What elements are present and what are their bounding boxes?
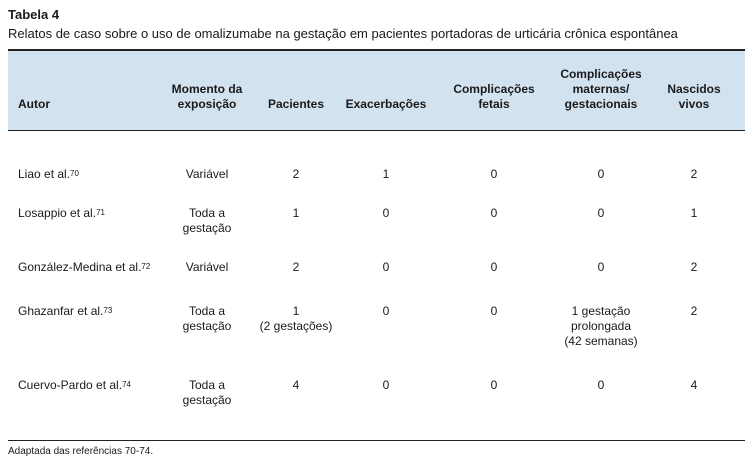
table-caption: Relatos de caso sobre o uso de omalizumabe na gestação em pacientes portadoras de urticária crônica espontânea	[8, 26, 678, 41]
column-header-line: vivos	[678, 97, 710, 111]
table-cell-complicacoes-fetais: 0	[490, 260, 498, 274]
table-row-author	[18, 167, 79, 182]
cell-line: 0	[597, 260, 605, 274]
author-name: González-Medina et al.	[18, 260, 142, 274]
cell-line: gestação	[182, 221, 232, 235]
column-header-line: exposição	[177, 97, 237, 111]
column-header-pacientes	[268, 97, 324, 112]
table-cell-complicacoes-maternas	[564, 304, 637, 349]
cell-line: Toda a	[188, 304, 226, 318]
table-cell-exacerbacoes: 0	[382, 304, 390, 318]
table-cell-complicacoes-maternas	[598, 378, 605, 393]
reference-superscript: 74	[122, 380, 131, 389]
table-cell-pacientes	[293, 167, 300, 182]
column-header-momento	[172, 82, 243, 112]
table-cell-nascidos-vivos: 1	[690, 206, 698, 220]
table-row-author	[18, 260, 150, 275]
header-rule	[8, 130, 745, 131]
column-header-line: Nascidos	[667, 82, 721, 96]
cell-line: 0	[597, 378, 605, 392]
author-name: Cuervo-Pardo et al.	[18, 378, 123, 392]
table-cell-exacerbacoes: 0	[382, 378, 390, 392]
table-cell-pacientes	[260, 304, 333, 334]
author-name: Losappio et al.	[18, 206, 97, 220]
table-row-author	[18, 304, 112, 319]
cell-line: 0	[597, 167, 605, 181]
cell-line: 0	[597, 206, 605, 220]
column-header-exacerbacoes	[346, 97, 427, 112]
cell-line: 2	[292, 260, 300, 274]
table-cell-momento	[186, 167, 228, 182]
column-header-line: Momento da	[171, 82, 243, 96]
column-header-line: Exacerbações	[345, 97, 427, 111]
reference-superscript: 73	[103, 306, 113, 315]
author-name: Liao et al.	[18, 167, 71, 181]
table-cell-exacerbacoes: 0	[382, 260, 390, 274]
column-header-line: fetais	[478, 97, 510, 111]
cell-line: gestação	[182, 393, 232, 407]
column-header-line: Complicações	[453, 82, 535, 96]
cell-line: gestação	[182, 319, 232, 333]
cell-line: 1	[292, 304, 300, 318]
cell-line: prolongada	[570, 319, 632, 333]
table-cell-momento	[183, 378, 232, 408]
cell-line: (42 semanas)	[564, 334, 638, 348]
table-cell-complicacoes-maternas	[598, 206, 605, 221]
column-header-line: maternas/	[572, 82, 630, 96]
table-cell-pacientes	[293, 378, 300, 393]
table-cell-momento	[183, 206, 232, 236]
table-cell-complicacoes-fetais: 0	[490, 206, 498, 220]
cell-line: 1 gestação	[571, 304, 631, 318]
table-cell-complicacoes-fetais: 0	[490, 167, 498, 181]
table-title: Tabela 4	[8, 7, 60, 22]
reference-superscript: 70	[70, 169, 79, 178]
cell-line: Toda a	[188, 378, 226, 392]
table-cell-nascidos-vivos: 2	[690, 260, 698, 274]
cell-line: 1	[292, 206, 300, 220]
table-cell-momento	[186, 260, 228, 275]
column-header-line: Pacientes	[267, 97, 325, 111]
cell-line: Toda a	[188, 206, 226, 220]
table-cell-complicacoes-maternas	[598, 167, 605, 182]
reference-superscript: 72	[141, 262, 151, 271]
table-cell-nascidos-vivos: 4	[690, 378, 698, 392]
table-row-author	[18, 378, 131, 393]
author-name: Ghazanfar et al.	[18, 304, 104, 318]
cell-line: (2 gestações)	[259, 319, 333, 333]
column-header-complicacoes-maternas	[560, 67, 641, 112]
table-row-author	[18, 206, 105, 221]
cell-line: Variável	[185, 167, 229, 181]
table-cell-nascidos-vivos: 2	[690, 304, 698, 318]
column-header-line: Autor	[18, 97, 50, 111]
table-cell-exacerbacoes: 1	[382, 167, 390, 181]
table-cell-momento	[183, 304, 232, 334]
table-cell-exacerbacoes: 0	[382, 206, 390, 220]
bottom-rule	[8, 440, 745, 441]
cell-line: 2	[292, 167, 300, 181]
column-header-complicacoes-fetais	[453, 82, 534, 112]
reference-superscript: 71	[96, 208, 105, 217]
table-cell-complicacoes-fetais: 0	[490, 378, 498, 392]
column-header-autor	[18, 97, 50, 112]
column-header-nascidos-vivos	[667, 82, 720, 112]
table-cell-pacientes	[293, 260, 300, 275]
cell-line: 4	[292, 378, 300, 392]
column-header-line: gestacionais	[564, 97, 638, 111]
footnote: Adaptada das referências 70-74.	[8, 446, 154, 457]
column-header-line: Complicações	[560, 67, 642, 81]
table-cell-pacientes	[293, 206, 300, 221]
cell-line: Variável	[185, 260, 229, 274]
table-cell-complicacoes-fetais: 0	[490, 304, 498, 318]
table-cell-nascidos-vivos: 2	[690, 167, 698, 181]
table-cell-complicacoes-maternas	[598, 260, 605, 275]
